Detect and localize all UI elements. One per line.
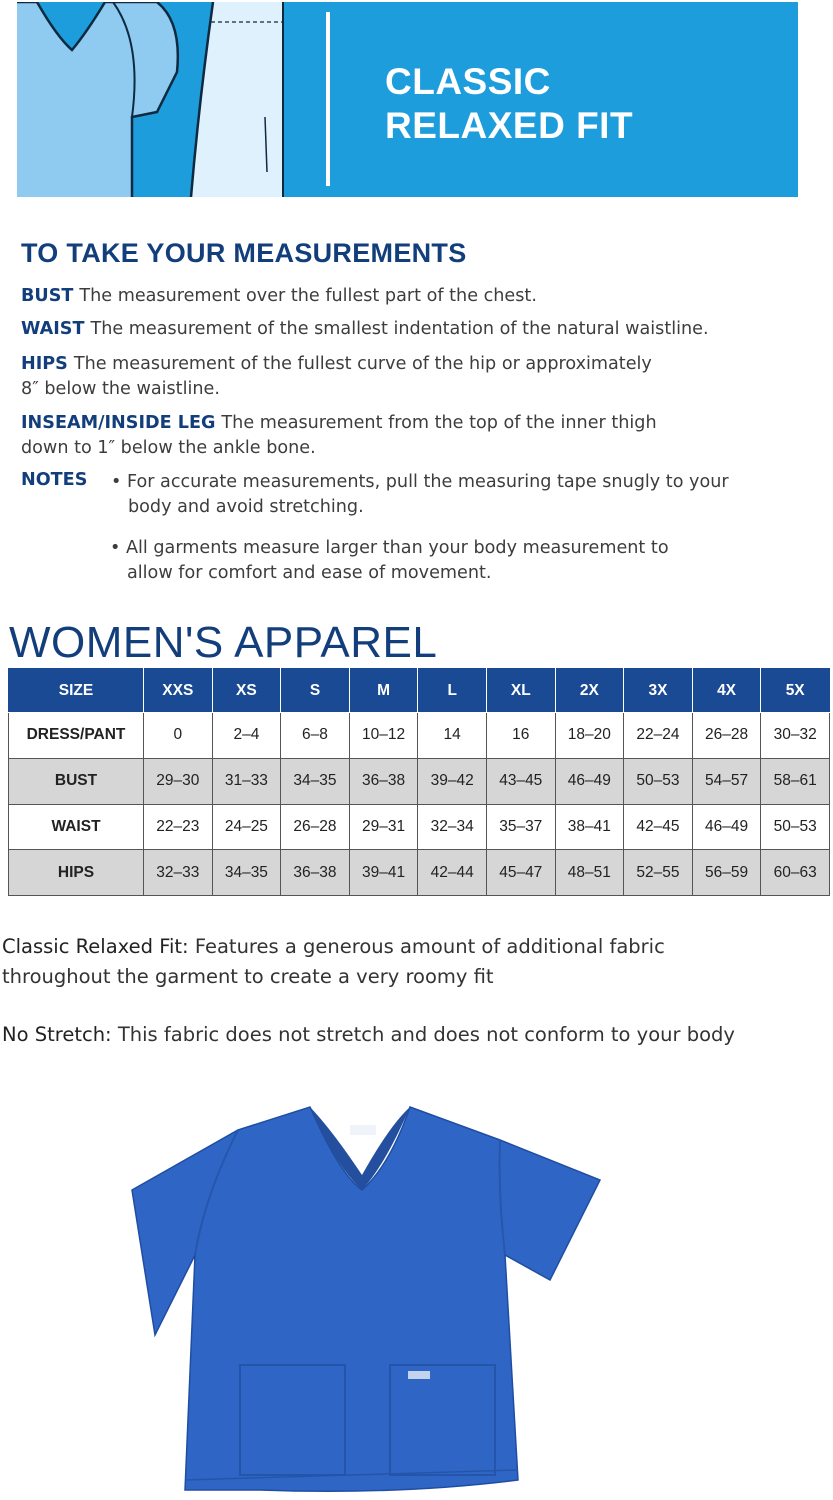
relaxed-fit-text-2: throughout the garment to create a very roomy fit: [2, 965, 494, 988]
table-cell: 6–8: [281, 713, 350, 759]
table-cell: 50–53: [761, 804, 830, 850]
table-cell: 42–44: [418, 850, 487, 896]
inseam-term: INSEAM/INSIDE LEG: [21, 413, 216, 433]
table-cell: 29–31: [349, 804, 418, 850]
note-garment-sizing: [110, 536, 669, 586]
bust-definition: [21, 284, 801, 309]
table-cell: 22–24: [624, 713, 693, 759]
womens-apparel-title: WOMEN'S APPAREL: [9, 618, 438, 667]
size-header-cell: S: [281, 669, 350, 713]
bust-term: BUST: [21, 286, 74, 306]
inseam-definition: [21, 411, 801, 461]
note1-line2: body and avoid stretching.: [128, 497, 364, 517]
relaxed-fit-term: Classic Relaxed Fit:: [2, 935, 189, 958]
fit-banner: [17, 2, 798, 197]
hips-text-1: The measurement of the fullest curve of the hip or approximately: [73, 354, 652, 374]
note2-line2: allow for comfort and ease of movement.: [127, 563, 492, 583]
table-cell: 54–57: [692, 758, 761, 804]
inseam-text-1: The measurement from the top of the inner thigh: [221, 413, 657, 433]
table-cell: 43–45: [486, 758, 555, 804]
table-cell: 34–35: [212, 850, 281, 896]
relaxed-fit-description: [2, 932, 822, 992]
size-header-row: [9, 669, 830, 713]
table-row-hips: [9, 850, 830, 896]
note1-line1: • For accurate measurements, pull the measuring tape snugly to your: [111, 472, 729, 492]
table-cell: 2–4: [212, 713, 281, 759]
no-stretch-description: [2, 1020, 822, 1050]
row-label: DRESS/PANT: [9, 713, 144, 759]
size-header-cell: XL: [486, 669, 555, 713]
note-accurate-measurements: [111, 470, 729, 520]
size-header-cell: L: [418, 669, 487, 713]
banner-title: [385, 60, 633, 148]
table-cell: 48–51: [555, 850, 624, 896]
table-cell: 46–49: [555, 758, 624, 804]
row-label: WAIST: [9, 804, 144, 850]
table-cell: 24–25: [212, 804, 281, 850]
table-cell: 52–55: [624, 850, 693, 896]
table-cell: 60–63: [761, 850, 830, 896]
table-row-bust: [9, 758, 830, 804]
row-label: BUST: [9, 758, 144, 804]
size-header-label: SIZE: [9, 669, 144, 713]
table-cell: 0: [144, 713, 213, 759]
table-cell: 50–53: [624, 758, 693, 804]
table-row-waist: [9, 804, 830, 850]
table-cell: 34–35: [281, 758, 350, 804]
notes-label: NOTES: [21, 470, 88, 490]
table-cell: 10–12: [349, 713, 418, 759]
hips-term: HIPS: [21, 354, 68, 374]
note2-line1: • All garments measure larger than your body measurement to: [110, 538, 669, 558]
table-cell: 32–33: [144, 850, 213, 896]
table-cell: 26–28: [692, 713, 761, 759]
table-cell: 31–33: [212, 758, 281, 804]
banner-title-line2: RELAXED FIT: [385, 105, 634, 146]
table-cell: 35–37: [486, 804, 555, 850]
table-cell: 22–23: [144, 804, 213, 850]
no-stretch-text: This fabric does not stretch and does not conform to your body: [117, 1023, 735, 1046]
hips-text-2: 8″ below the waistline.: [21, 379, 220, 399]
hips-definition: [21, 352, 801, 402]
size-header-cell: 5X: [761, 669, 830, 713]
table-cell: 58–61: [761, 758, 830, 804]
size-header-cell: XXS: [144, 669, 213, 713]
table-cell: 18–20: [555, 713, 624, 759]
table-cell: 39–42: [418, 758, 487, 804]
size-header-cell: XS: [212, 669, 281, 713]
banner-title-line1: CLASSIC: [385, 61, 551, 102]
table-cell: 36–38: [281, 850, 350, 896]
relaxed-fit-text-1: Features a generous amount of additional fabric: [194, 935, 665, 958]
table-cell: 42–45: [624, 804, 693, 850]
inseam-text-2: down to 1″ below the ankle bone.: [21, 438, 316, 458]
row-label: HIPS: [9, 850, 144, 896]
waist-definition: [21, 317, 801, 342]
size-header-cell: 2X: [555, 669, 624, 713]
table-cell: 39–41: [349, 850, 418, 896]
table-cell: 16: [486, 713, 555, 759]
waist-text: The measurement of the smallest indentation of the natural waistline.: [90, 319, 709, 339]
no-stretch-term: No Stretch:: [2, 1023, 112, 1046]
scrub-top-image: [100, 1095, 640, 1500]
table-cell: 56–59: [692, 850, 761, 896]
table-cell: 45–47: [486, 850, 555, 896]
bust-text: The measurement over the fullest part of the chest.: [79, 286, 537, 306]
table-cell: 30–32: [761, 713, 830, 759]
table-cell: 32–34: [418, 804, 487, 850]
table-cell: 26–28: [281, 804, 350, 850]
size-header-cell: M: [349, 669, 418, 713]
table-cell: 46–49: [692, 804, 761, 850]
size-chart-table: [8, 668, 830, 896]
table-cell: 29–30: [144, 758, 213, 804]
size-header-cell: 3X: [624, 669, 693, 713]
size-header-cell: 4X: [692, 669, 761, 713]
measurements-heading: TO TAKE YOUR MEASUREMENTS: [21, 238, 467, 268]
waist-term: WAIST: [21, 319, 85, 339]
table-cell: 14: [418, 713, 487, 759]
table-cell: 36–38: [349, 758, 418, 804]
table-row-dress-pant: [9, 713, 830, 759]
table-cell: 38–41: [555, 804, 624, 850]
